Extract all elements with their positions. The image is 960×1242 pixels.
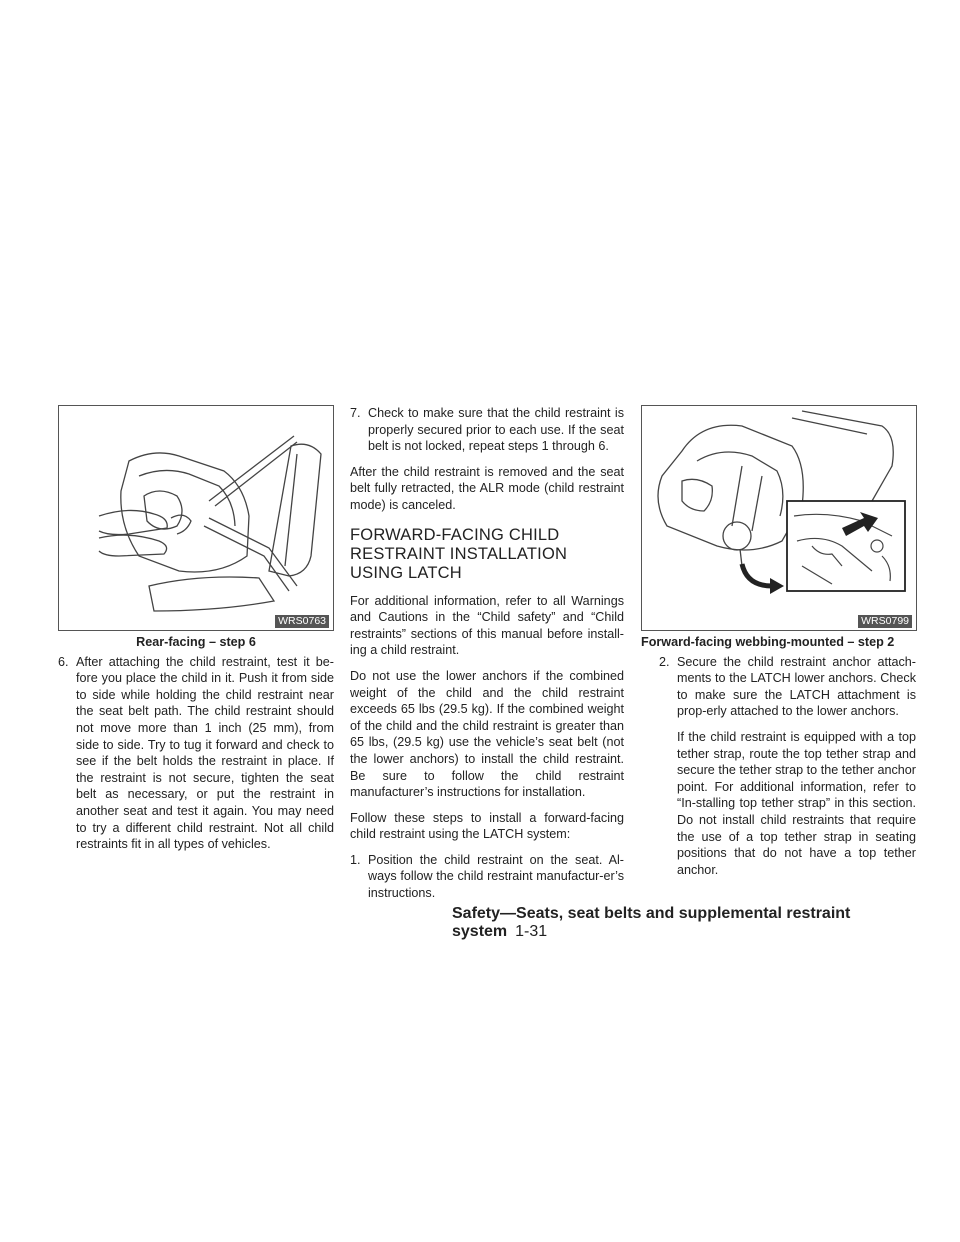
step-1 xyxy=(350,852,624,902)
forward-facing-drawing xyxy=(642,406,914,629)
middle-column xyxy=(350,405,624,911)
figure-caption: Rear-facing – step 6 xyxy=(136,635,256,649)
weight-paragraph: Do not use the lower anchors if the combined weight of the child and the child restraint exceeds 65 lbs (29.5 kg). If the combined weight of the child and the child restraint is greater than 65 lbs, (29.5 kg) use the vehicle’s seat belt (not the lower anchors) to install the child restraint. Be sure to follow the child restraint manufacturer’s instructions for installation. xyxy=(350,668,624,800)
step-text: Check to make sure that the child restraint is properly secured prior to each use. If the seat belt is not locked, repeat steps 1 through 6. xyxy=(368,406,624,454)
step-number: 7. xyxy=(350,406,361,420)
forward-facing-illustration xyxy=(641,405,917,631)
section-heading: FORWARD-FACING CHILD RESTRAINT INSTALLATION USING LATCH xyxy=(350,525,568,582)
figure-code: WRS0799 xyxy=(858,615,912,628)
step-2 xyxy=(659,654,916,720)
step-6 xyxy=(58,654,334,853)
step-text: Secure the child restraint anchor attach-ments to the LATCH lower anchors. Check to make sure the LATCH attachment is prop-erly attached to the lower anchors. xyxy=(677,654,916,719)
right-column xyxy=(641,405,916,887)
figure-code: WRS0763 xyxy=(275,615,329,628)
left-column xyxy=(58,405,334,862)
step-7 xyxy=(350,405,624,455)
step-text: After attaching the child restraint, test it be-fore you place the child in it. Push it from side to side while holding the child restraint near the seat belt path. The child restraint should not move more than 1 inch (25 mm), from side to side. Try to tug it forward and check to see if the belt holds the restraint in place. If the restraint is not secure, tighten the seat belt as necessary, or put the restraint in another seat and test it again. You may need to try a different child restraint. Not all child restraints fit in all types of vehicles. xyxy=(76,654,334,852)
footer-section-title: Safety—Seats, seat belts and supplemental restraint system xyxy=(452,905,851,940)
warnings-paragraph: For additional information, refer to all Warnings and Cautions in the “Child safety” and “Child restraints” sections of this manual before install-ing a child restraint. xyxy=(350,593,624,658)
step-number: 2. xyxy=(659,654,670,669)
step-number: 6. xyxy=(58,654,69,669)
page-number: 1-31 xyxy=(515,923,548,940)
page-footer xyxy=(452,905,920,941)
rear-facing-illustration xyxy=(58,405,334,631)
step-number: 1. xyxy=(350,852,361,867)
steps-intro-paragraph: Follow these steps to install a forward-facing child restraint using the LATCH system: xyxy=(350,810,624,842)
step-text: Position the child restraint on the seat. Al-ways follow the child restraint manufactur-er’s instructions. xyxy=(368,852,624,901)
figure-caption: Forward-facing webbing-mounted – step 2 xyxy=(641,635,895,649)
rear-facing-drawing xyxy=(59,406,332,629)
tether-paragraph: If the child restraint is equipped with a top tether strap, route the top tether strap and secure the tether strap to the tether anchor point. For additional information, refer to “In-stalling top tether strap” in this section. Do not install child restraints that require the use of a top tether strap in seating positions that do not have a top tether anchor. xyxy=(677,729,916,877)
alr-paragraph: After the child restraint is removed and the seat belt fully retracted, the ALR mode (child restraint mode) is canceled. xyxy=(350,464,624,512)
